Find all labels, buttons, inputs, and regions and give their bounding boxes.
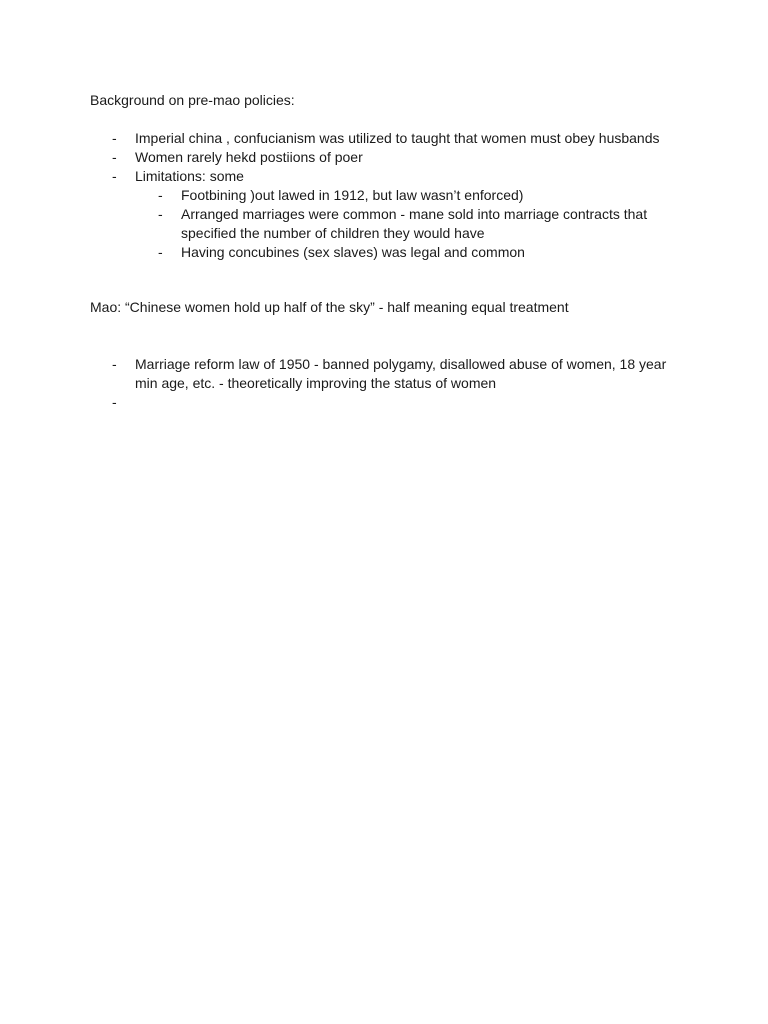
list-item-text: Limitations: some — [135, 168, 244, 184]
bullet-dash: - — [112, 356, 117, 372]
list-item — [0, 148, 670, 167]
empty-list-item — [0, 393, 670, 412]
list-item-text: Imperial china , confucianism was utilized to taught that women must obey husbands — [135, 130, 660, 146]
bullet-dash: - — [158, 244, 163, 260]
sublist-item-text: Having concubines (sex slaves) was legal and common — [181, 244, 525, 260]
section-heading: Background on pre-mao policies: — [90, 92, 295, 108]
sublist-item-text: Arranged marriages were common - mane sold into marriage contracts that specified the number of children they would have — [181, 206, 648, 241]
mao-quote: Mao: “Chinese women hold up half of the sky” - half meaning equal treatment — [90, 299, 569, 315]
sublist-item — [0, 243, 661, 262]
list-item-text: Women rarely hekd postiions of poer — [135, 149, 363, 165]
bullet-dash: - — [158, 206, 163, 222]
bullet-dash: - — [112, 168, 117, 184]
list-item — [0, 355, 670, 393]
list-item — [0, 167, 670, 186]
list-item — [0, 129, 670, 148]
background-list — [0, 129, 768, 262]
bullet-dash: - — [158, 187, 163, 203]
sublist-item — [0, 186, 661, 205]
reform-list — [0, 355, 768, 412]
sublist-item-text: Footbining )out lawed in 1912, but law wasn’t enforced) — [181, 187, 524, 203]
sublist-item — [0, 205, 661, 243]
list-item-text — [135, 393, 670, 412]
bullet-dash: - — [112, 130, 117, 146]
list-item-text: Marriage reform law of 1950 - banned polygamy, disallowed abuse of women, 18 year min age, etc. - theoretically improving the status of women — [135, 356, 667, 391]
bullet-dash: - — [112, 149, 117, 165]
bullet-dash: - — [112, 394, 117, 410]
